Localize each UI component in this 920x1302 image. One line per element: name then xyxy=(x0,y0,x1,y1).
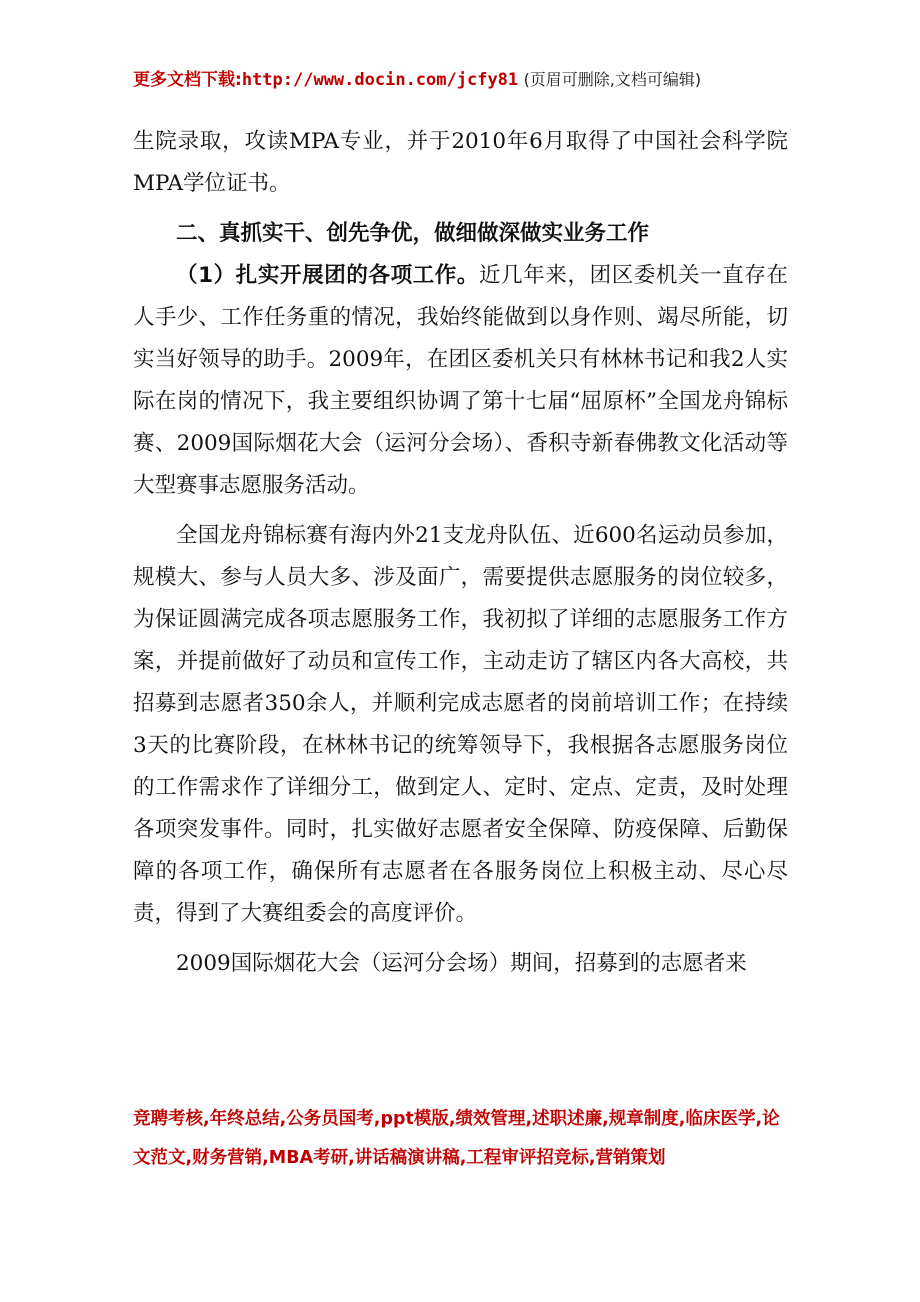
document-body xyxy=(133,121,788,985)
header-note: (页眉可删除,文档可编辑) xyxy=(523,70,702,89)
page-header xyxy=(133,66,833,94)
header-download-link[interactable]: http://www.docin.com/jcfy81 xyxy=(241,70,519,90)
section-heading: 二、真抓实干、创先争优，做细做深做实业务工作 xyxy=(176,221,650,246)
header-download-label: 更多文档下载: xyxy=(133,70,242,90)
paragraph-fireworks: 2009国际烟花大会（运河分会场）期间，招募到的志愿者来 xyxy=(176,951,747,976)
paragraph-lead-bold: （1）扎实开展团的各项工作。 xyxy=(176,263,480,288)
paragraph-dragon-boat: 全国龙舟锦标赛有海内外21支龙舟队伍、近600名运动员参加，规模大、参与人员大多、涉及面广，需要提供志愿服务的岗位较多，为保证圆满完成各项志愿服务工作，我初拟了详细的志愿服务工作方案，并提前做好了动员和宣传工作，主动走访了辖区内各大高校，共招募到志愿者350余人，并顺利完成志愿者的岗前培训工作；在持续3天的比赛阶段，在林林书记的统筹领导下，我根据各志愿服务岗位的工作需求作了详细分工，做到定人、定时、定点、定责，及时处理各项突发事件。同时，扎实做好志愿者安全保障、防疫保障、后勤保障的各项工作，确保所有志愿者在各服务岗位上积极主动、尽心尽责，得到了大赛组委会的高度评价。 xyxy=(133,523,788,926)
paragraph-team-work xyxy=(133,255,788,507)
paragraph-continued: 生院录取，攻读MPA专业，并于2010年6月取得了中国社会科学院MPA学位证书。 xyxy=(133,129,788,196)
page-footer[interactable]: 竞聘考核,年终总结,公务员国考,ppt模版,绩效管理,述职述廉,规章制度,临床医学,论文范文,财务营销,MBA考研,讲话稿演讲稿,工程审评招竞标,营销策划 xyxy=(133,1109,780,1168)
paragraph-team-work-text: 近几年来，团区委机关一直存在人手少、工作任务重的情况，我始终能做到以身作则、竭尽所能，切实当好领导的助手。2009年，在团区委机关只有林林书记和我2人实际在岗的情况下，我主要组织协调了第十七届“屈原杯”全国龙舟锦标赛、2009国际烟花大会（运河分会场）、香积寺新春佛教文化活动等大型赛事志愿服务活动。 xyxy=(133,263,788,498)
